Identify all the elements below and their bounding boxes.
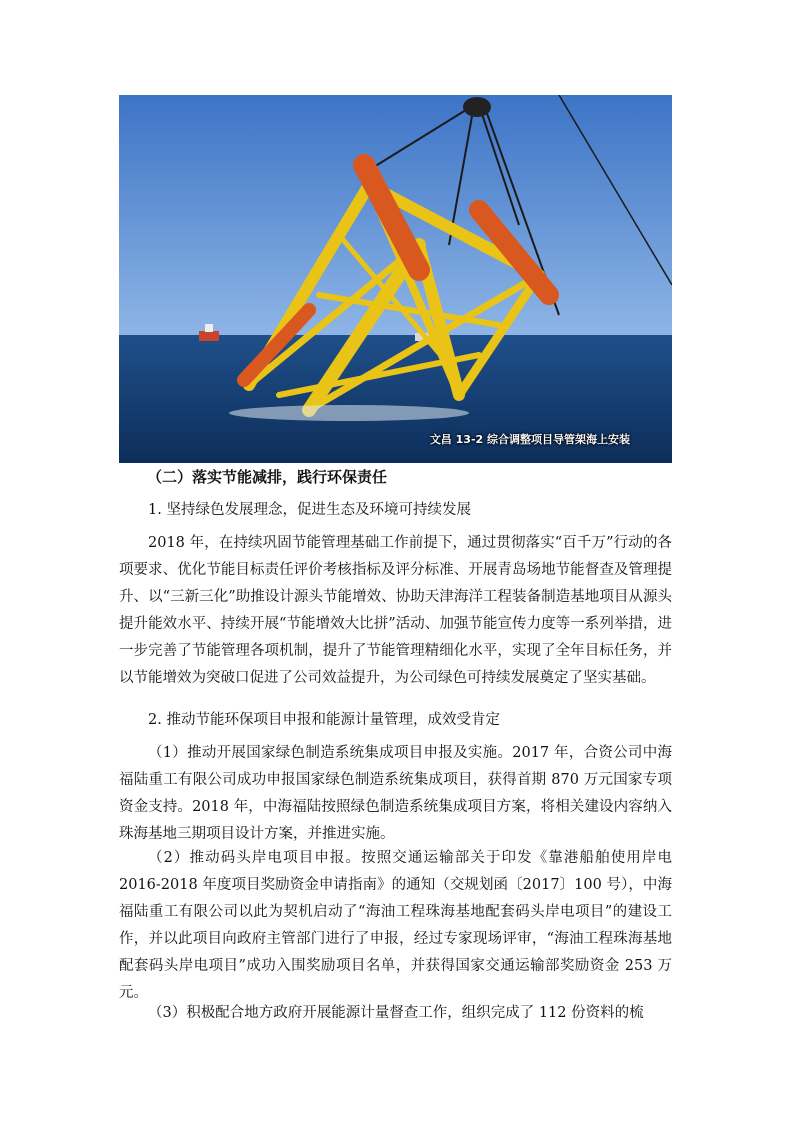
- section-heading: （二）落实节能减排，践行环保责任: [147, 468, 388, 486]
- paragraph: （2）推动码头岸电项目申报。按照交通运输部关于印发《靠港船舶使用岸电 2016-2018 年度项目奖励资金申请指南》的通知（交规划函〔2017〕100 号），中海福陆重工有限公司以此为契机启动了“海油工程珠海基地配套码头岸电项目”的建设工作，并以此项目向政府主管部门进行了申报，经过专家现场评审，“海油工程珠海基地配套码头岸电项目”成功入围奖励项目名单，并获得国家交通运输部奖励资金 253 万元。: [119, 850, 672, 1001]
- paragraph: （1）推动开展国家绿色制造系统集成项目申报及实施。2017 年，合资公司中海福陆重工有限公司成功申报国家绿色制造系统集成项目，获得首期 870 万元国家专项资金支持。2018 年，中海福陆按照绿色制造系统集成项目方案，将相关建设内容纳入珠海基地三期项目设计方案，并推进实施。: [119, 745, 672, 842]
- paragraph: 2018 年，在持续巩固节能管理基础工作前提下，通过贯彻落实“百千万”行动的各项要求、优化节能目标责任评价考核指标及评分标准、开展青岛场地节能督查及管理提升、以“三新三化”助推设计源头节能增效、协助天津海洋工程装备制造基地项目从源头提升能效水平、持续开展“节能增效大比拼”活动、加强节能宣传力度等一系列举措，进一步完善了节能管理各项机制，提升了节能管理精细化水平，实现了全年目标任务，并以节能增效为突破口促进了公司效益提升，为公司绿色可持续发展奠定了坚实基础。: [119, 535, 672, 686]
- jacket-installation-photo: [119, 95, 672, 463]
- item-1-title: 1. 坚持绿色发展理念，促进生态及环境可持续发展: [148, 502, 471, 518]
- photo-caption: 文昌 13-2 综合调整项目导管架海上安装: [429, 433, 630, 446]
- item-2-title: 2. 推动节能环保项目申报和能源计量管理，成效受肯定: [148, 712, 500, 728]
- paragraph: （3）积极配合地方政府开展能源计量督查工作，组织完成了 112 份资料的梳: [148, 1005, 644, 1021]
